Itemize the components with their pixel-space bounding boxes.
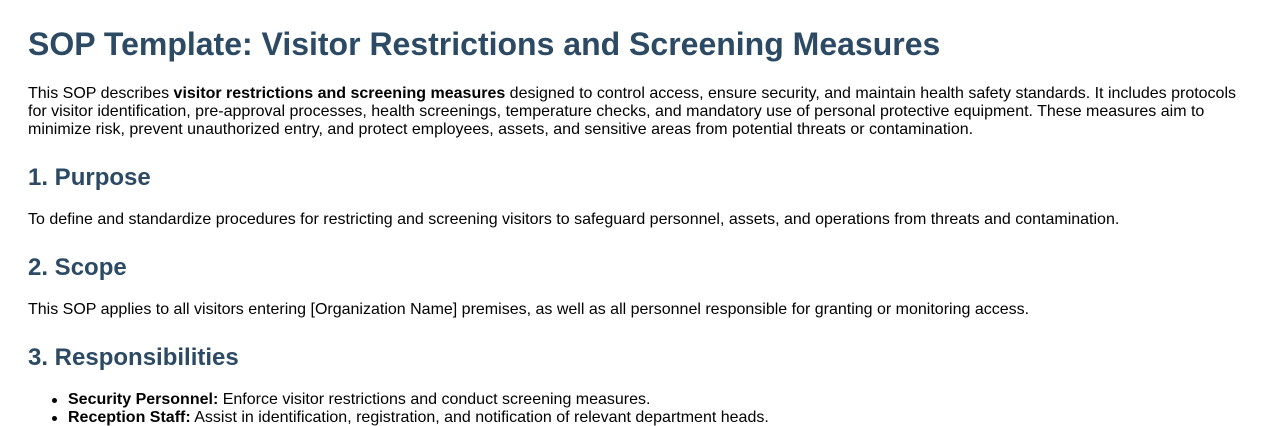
intro-suffix: designed to control access, ensure security, and maintain health safety standards. It includes protocols for visitor identification, pre-approval processes, health screenings, temperature checks, and mandatory use of personal protective equipment. These measures aim to minimize risk, prevent unauthorized entry, and protect employees, assets, and sensitive areas from potential threats or contamination. — [28, 85, 1237, 138]
page-title: SOP Template: Visitor Restrictions and Screening Measures — [28, 26, 941, 62]
intro-bold-phrase: visitor restrictions and screening measures — [173, 85, 506, 102]
section-heading-purpose: 1. Purpose — [28, 164, 151, 191]
role-description: Enforce visitor restrictions and conduct screening measures. — [218, 391, 651, 408]
role-description: Assist in identification, registration, and notification of relevant department heads. — [190, 409, 769, 426]
list-item — [68, 391, 769, 409]
section-text-purpose: To define and standardize procedures for restricting and screening visitors to safeguard personnel, assets, and operations from threats and contamination. — [28, 211, 1120, 228]
list-item — [68, 409, 769, 426]
role-label: Security Personnel: — [68, 391, 219, 408]
section-text-scope: This SOP applies to all visitors entering [Organization Name] premises, as well as all personnel responsible for granting or monitoring access. — [28, 301, 1030, 318]
responsibilities-list — [28, 391, 769, 426]
section-heading-responsibilities: 3. Responsibilities — [28, 344, 239, 371]
intro-paragraph — [28, 85, 1238, 139]
intro-prefix: This SOP describes — [28, 85, 174, 102]
section-heading-scope: 2. Scope — [28, 254, 127, 281]
role-label: Reception Staff: — [68, 409, 191, 426]
